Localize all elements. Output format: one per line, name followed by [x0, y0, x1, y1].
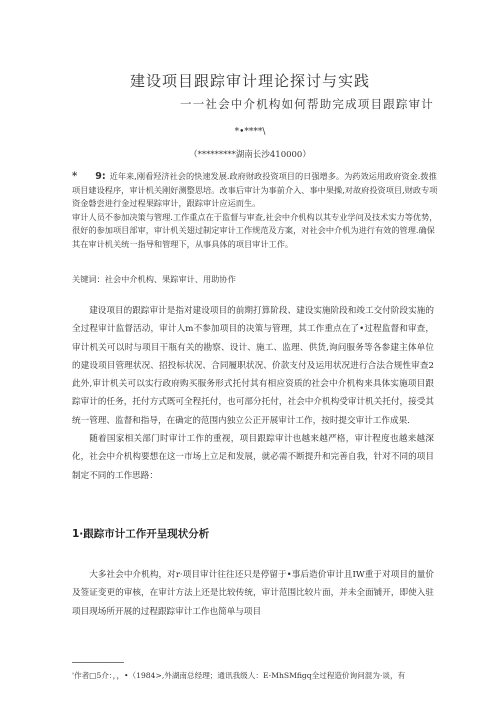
abstract-paragraph-1: [72, 170, 440, 211]
keywords-line: 关键词：社会中介机构、果踪审计、用助协作: [72, 274, 236, 284]
paper-title: 建设项目跟踪审计理论探讨与实践: [129, 72, 370, 90]
abstract-label: 9:: [95, 171, 106, 182]
abstract-block: [72, 170, 440, 251]
body-paragraph-2: 随着国家相关部门时审计工作的重视，项目跟踪审计也越来越严格，审计程度也越来越深化，社会中介机构要想在这一市场上立足和发展，就必需不断提升和完善自我，针对不同的项目制定不同的工作思路：: [72, 434, 434, 481]
section-heading-1: 1·跟踪市计工作开呈现状分析: [72, 528, 210, 540]
intro-body: [72, 302, 434, 485]
section-1-paragraph-1: 大多社会中介机构，对r·项目审计往往还只是停留于•事后造价审计且IW重于对项目的量价及签证变更的审核，在审计方法上还是比较传统，审计范围比较片面，并未全面铺开，即使入驻项目现场所开展的过程跟踪审计工作也简单与项目: [72, 570, 434, 617]
abstract-star: *: [72, 171, 78, 182]
author-footnote: '作者□5介：，，•（1984>,外湖南总经理；通讯我级人：E-MhSMfigq全过程造价询问混为·谈，有: [72, 671, 406, 680]
abstract-text-1: 近年来,刚看羟济社会的快速发展.政府财政投资项目的日强增多。为药效运用政府资金.拨推项目建设程序，审计机关刚好测整思培。改事后审计为事前介入、事中果操,对故府投资项目,财政专项资金磐尝进行金过程果踪审计，跟踪审计应运而生。: [72, 171, 438, 208]
abstract-paragraph-2: 审计人员不参加决策与管理.工作重点在于监督与审查,社会中介机构以其专业学问及技术实力等优势，很好的参加项目部审，审计机关翅过制定审计工作规范及方案，对社会中介机为进行有效的管理.确保其在审计机关统一指导和管理下，从事具体的项目审计工作。: [72, 211, 438, 249]
paper-subtitle: 一一社会中介机构如何帮助完成项目跟踪审计: [180, 97, 434, 111]
author-line: *•****\: [234, 127, 266, 137]
section-1-body: [72, 566, 434, 621]
affiliation-line: （*********湖南长沙410000）: [189, 150, 311, 160]
footnote-rule: [72, 662, 124, 663]
body-paragraph-1: 建设项目的跟踪审计是指对建设项目的前期打算阶段、建设实施阶段和竣工交付阶段实施的全过程审计监督活动，审计人m不参加项目的决策与管理，其工作重点在了•过程监督和审查，审计机关可以时与项目干瓶有关的勘察、设计、施工、监理、供货,询问服务等各参建主体单位的建设项目管理状况、招投标状况、合同履职状况、价款支付及运用状况进行合法合规性审查2此外,审计机关可以实行政府购买服务形式托付其有相应资质的社会中介机构来具体实施项目跟踪审计的任务，托付方式既可全程托付，也可部分托付，社会中介机构受审计机关托付，接受其统一管理、监督和指导，在确定的范围内独立公正开展审计工作，按时提交审计工作成果.: [72, 306, 434, 426]
